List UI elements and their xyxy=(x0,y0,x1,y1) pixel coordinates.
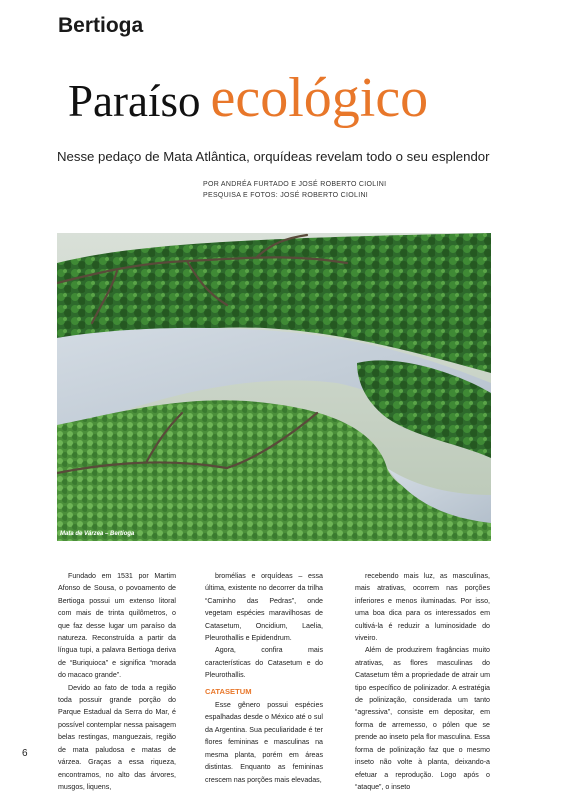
river-photo xyxy=(57,233,491,541)
paragraph: bromélias e orquídeas – essa última, existente no decorrer da trilha “Caminho das Pedras”, onde vegetam espécies maravilhosas de Catasetum, Oncidium, Laelia, Pleurothallis e Epidendrum. xyxy=(205,572,323,643)
paragraph: Além de produzirem fragâncias muito atrativas, as flores masculinas do Catasetum têm a propriedade de atrair um tipo específico de polinizador. A estratégia de polinização, considerada um tanto “agressiva”, consiste em depositar, em forma de arremesso, o pólen que se prende ao inseto pela flor masculina. Essa forma de polinização faz que o mesmo inseto não volte à planta, deixando-a efetuar a reprodução. Logo após o “ataque”, o inseto xyxy=(355,646,490,791)
photo-caption: Mata de Várzea – Bertioga xyxy=(60,531,135,537)
section-title: Bertioga xyxy=(58,14,144,37)
paragraph: Agora, confira mais características do Catasetum e do Pleurothallis. xyxy=(205,646,323,680)
paragraph: recebendo mais luz, as masculinas, mais atrativas, ocorrem nas porções inferiores e menos iluminadas. Por isso, uma boa dica para os interessados em cultivá-la é reduzir a luminosidade do viveiro. xyxy=(355,572,490,643)
page-number: 6 xyxy=(22,748,28,759)
paragraph: Esse gênero possui espécies espalhadas desde o México até o sul da Argentina. Sua peculiaridade é ter flores femininas e masculinas na mesma planta, porém em áreas distintas. Enquanto as femininas crescem nas porções mais elevadas, xyxy=(205,701,323,784)
column-1 xyxy=(58,570,176,793)
column-3 xyxy=(355,570,490,793)
headline-part1: Paraíso xyxy=(68,76,201,126)
paragraph: Fundado em 1531 por Martim Afonso de Sousa, o povoamento de Bertioga possui um extenso litoral com mais de trinta quilômetros, o que faz desse lugar um paraíso da natureza. Reconstruída a partir da língua tupi, a palavra Bertioga deriva de “Buriquioca” e significa “morada do macaco grande”. xyxy=(58,572,176,680)
headline xyxy=(68,66,428,130)
subtitle: Nesse pedaço de Mata Atlântica, orquídeas revelam todo o seu esplendor xyxy=(57,149,490,164)
subheading-catasetum: CATASETUM xyxy=(205,686,252,696)
column-2 xyxy=(205,570,323,786)
author-credit: POR ANDRÉA FURTADO E JOSÉ ROBERTO CIOLINI xyxy=(203,181,387,188)
photo-credit: PESQUISA E FOTOS: JOSÉ ROBERTO CIOLINI xyxy=(203,192,369,199)
paragraph: Devido ao fato de toda a região toda possuir grande porção do Parque Estadual da Serra do Mar, é possível contemplar nessa paisagem belas restingas, manguezais, região de mata paludosa e matas de várzea. Graças a essa riqueza, encontramos, no alto das árvores, musgos, liquens, xyxy=(58,683,176,791)
headline-part2: ecológico xyxy=(210,67,429,129)
